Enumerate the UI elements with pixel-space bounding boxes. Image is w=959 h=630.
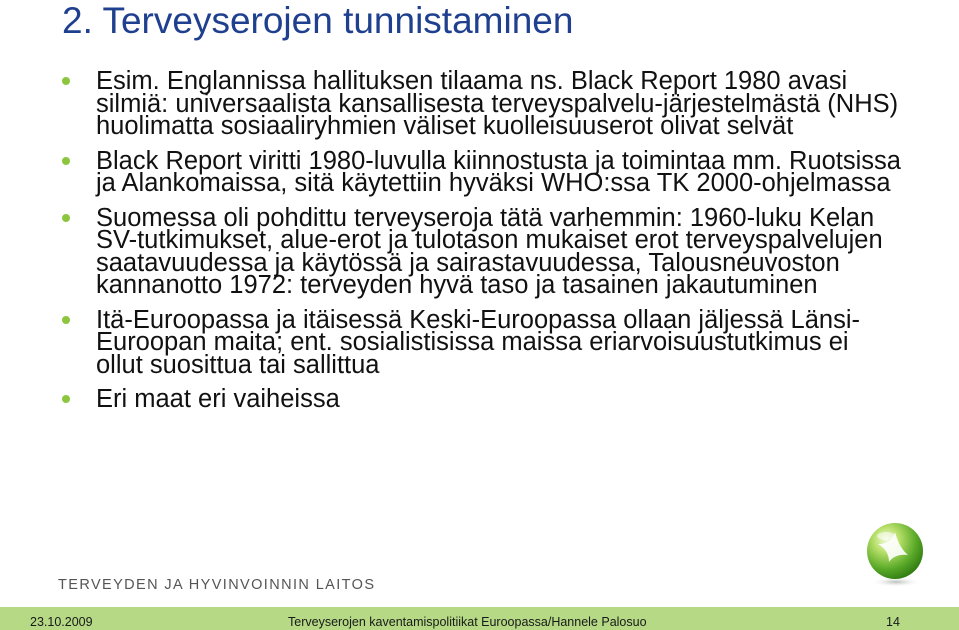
slide-title: 2. Terveyserojen tunnistaminen — [62, 0, 574, 41]
bullet-item — [62, 146, 902, 197]
footer-page-number: 14 — [886, 615, 900, 629]
bullet-item — [62, 203, 902, 299]
bullet-dot-icon — [62, 395, 70, 403]
bullet-item — [62, 67, 902, 140]
bullet-list — [62, 67, 902, 423]
bullet-text: Itä-Euroopassa ja itäisessä Keski-Euroopassa ollaan jäljessä Länsi-Euroopan maita; ent. sosialistisissa maissa eriarvoisuustutkimus ei ollut suosittua tai sallittua — [96, 305, 860, 379]
organization-logo-text: TERVEYDEN JA HYVINVOINNIN LAITOS — [58, 577, 376, 593]
footer-date: 23.10.2009 — [30, 615, 93, 629]
bullet-dot-icon — [62, 316, 70, 324]
bullet-item — [62, 305, 902, 379]
bullet-text: Black Report viritti 1980-luvulla kiinnostusta ja toimintaa mm. Ruotsissa ja Alankomaissa, sitä käytettiin hyväksi WHO:ssa TK 2000-ohjelmassa — [96, 146, 901, 197]
footer-title: Terveyserojen kaventamispolitiikat Euroopassa/Hannele Palosuo — [288, 615, 647, 629]
bullet-dot-icon — [62, 214, 70, 222]
bullet-dot-icon — [62, 157, 70, 165]
bullet-item — [62, 385, 902, 413]
bullet-text: Esim. Englannissa hallituksen tilaama ns. Black Report 1980 avasi silmiä: universaalista kansallisesta terveyspalvelu-järjestelmästä (NHS) huolimatta sosiaaliryhmien väliset kuolleisuuserot olivat selvät — [96, 67, 899, 140]
green-globe-icon — [860, 518, 930, 588]
bullet-text: Eri maat eri vaiheissa — [96, 385, 340, 413]
footer-bar — [0, 607, 959, 630]
bullet-dot-icon — [62, 77, 70, 85]
bullet-text: Suomessa oli pohdittu terveyseroja tätä varhemmin: 1960-luku Kelan SV-tutkimukset, alue-erot ja tulotason mukaiset erot terveyspalvelujen saatavuudessa ja käytössä ja sairastavuudessa, Talousneuvoston kannanotto 1972: terveyden hyvä taso ja tasainen jakautuminen — [96, 203, 883, 299]
